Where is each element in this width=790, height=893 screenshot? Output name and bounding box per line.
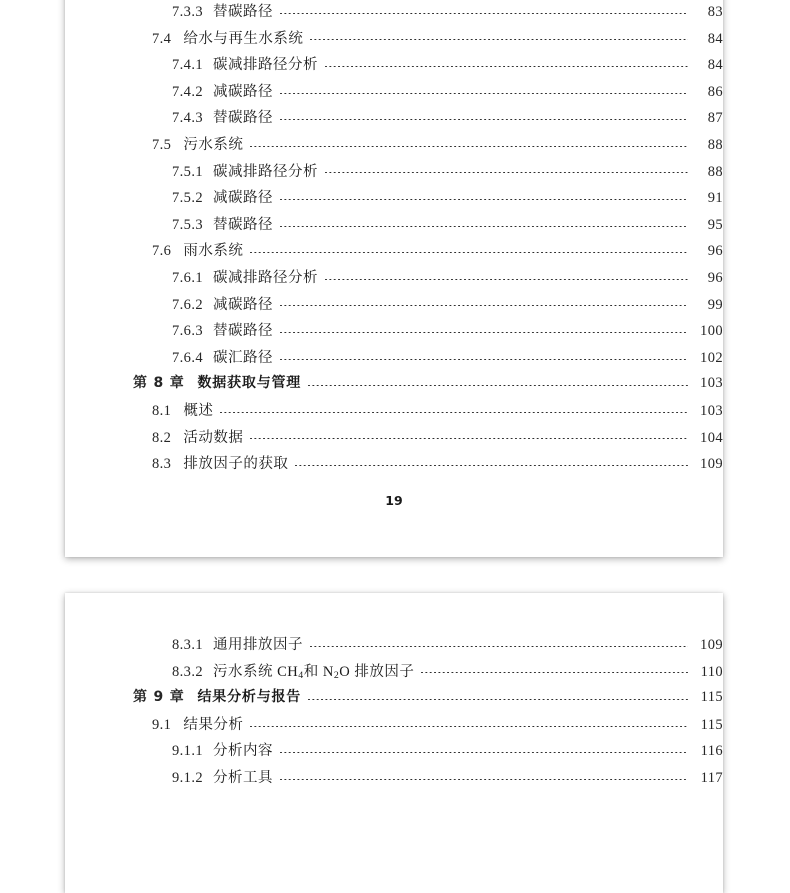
- toc-dot-leader: [280, 226, 688, 227]
- toc-entry-page-number: 116: [700, 743, 723, 760]
- toc-entry-title: 碳减排路径分析: [213, 57, 318, 74]
- toc-dot-leader: [308, 385, 688, 386]
- toc-entry-title: 减碳路径: [213, 83, 273, 100]
- toc-entry-number: 7.6.1: [172, 269, 203, 286]
- toc-entry-number: 8.1: [152, 402, 172, 419]
- toc-entry-number: 7.4: [152, 30, 172, 47]
- toc-entry[interactable]: [65, 713, 723, 740]
- toc-entry[interactable]: [65, 399, 723, 426]
- toc-entry-title: 雨水系统: [183, 243, 244, 260]
- toc-dot-leader: [250, 438, 688, 439]
- toc-list-page-2: [65, 633, 723, 793]
- toc-entry[interactable]: [65, 686, 723, 713]
- toc-entry-page-number: 87: [707, 110, 723, 127]
- toc-dot-leader: [280, 199, 688, 200]
- toc-entry-title: 碳减排路径分析: [213, 163, 318, 180]
- toc-entry[interactable]: [65, 53, 723, 80]
- toc-dot-leader: [295, 465, 688, 466]
- toc-dot-leader: [280, 305, 688, 306]
- toc-dot-leader: [280, 332, 688, 333]
- toc-entry-page-number: 100: [700, 323, 723, 340]
- toc-entry[interactable]: [65, 0, 723, 27]
- toc-entry[interactable]: [65, 213, 723, 240]
- toc-entry-number: 7.6.4: [172, 349, 203, 366]
- toc-entry-page-number: 86: [707, 83, 723, 100]
- toc-entry-number: 8.2: [152, 429, 172, 446]
- toc-dot-leader: [308, 699, 688, 700]
- toc-entry-number: 7.4.3: [172, 110, 203, 127]
- toc-entry-number: 7.5.3: [172, 216, 203, 233]
- toc-entry-number: 7.5: [152, 136, 172, 153]
- toc-entry[interactable]: [65, 633, 723, 660]
- toc-dot-leader: [310, 646, 688, 647]
- toc-entry-page-number: 84: [707, 57, 723, 74]
- toc-entry[interactable]: [65, 766, 723, 793]
- toc-entry-number: 7.6: [152, 243, 172, 260]
- toc-entry-page-number: 103: [700, 402, 723, 419]
- toc-list-page-1: [65, 0, 723, 479]
- toc-dot-leader: [250, 726, 688, 727]
- toc-entry-page-number: 110: [700, 663, 723, 680]
- toc-entry[interactable]: [65, 319, 723, 346]
- toc-entry-page-number: 115: [700, 716, 723, 733]
- toc-entry-number: 8.3.1: [172, 637, 203, 653]
- document-page-2: [65, 593, 723, 893]
- toc-entry-number: 8.3: [152, 456, 172, 473]
- toc-entry-title: 排放因子的获取: [183, 456, 289, 473]
- toc-dot-leader: [280, 779, 688, 780]
- toc-entry-page-number: 84: [707, 30, 723, 47]
- toc-entry-title: 通用排放因子: [213, 637, 303, 653]
- toc-entry-page-number: 88: [707, 136, 723, 153]
- toc-entry[interactable]: [65, 186, 723, 213]
- toc-entry-title: 数据获取与管理: [197, 375, 302, 392]
- toc-dot-leader: [280, 359, 688, 360]
- toc-entry-page-number: 88: [707, 163, 723, 180]
- toc-entry[interactable]: [65, 239, 723, 266]
- toc-entry-page-number: 117: [700, 769, 723, 786]
- toc-entry[interactable]: [65, 452, 723, 479]
- toc-entry-title: 碳减排路径分析: [213, 269, 318, 286]
- toc-entry[interactable]: [65, 372, 723, 399]
- toc-entry-number: 7.3.3: [172, 4, 203, 20]
- toc-entry-title: 减碳路径: [213, 190, 273, 207]
- toc-entry-number: 9.1.2: [172, 769, 203, 786]
- toc-entry-title: 碳汇路径: [213, 349, 273, 366]
- toc-entry-number: 7.5.2: [172, 190, 203, 207]
- toc-entry-page-number: 99: [707, 296, 723, 313]
- toc-entry[interactable]: [65, 426, 723, 453]
- toc-entry[interactable]: [65, 660, 723, 687]
- toc-entry[interactable]: [65, 293, 723, 320]
- toc-entry[interactable]: [65, 80, 723, 107]
- toc-entry-page-number: 102: [700, 349, 723, 366]
- toc-dot-leader: [280, 13, 688, 14]
- toc-dot-leader: [250, 146, 688, 147]
- toc-entry-page-number: 95: [707, 216, 723, 233]
- toc-entry-title: 污水系统 $CH_4$和 $N_2O$ 排放因子: [213, 663, 415, 681]
- toc-entry-number: 7.4.2: [172, 83, 203, 100]
- toc-dot-leader: [325, 66, 688, 67]
- toc-entry-title: 替碳路径: [213, 4, 273, 20]
- toc-entry-number: 9.1: [152, 716, 172, 733]
- toc-entry-number: 7.4.1: [172, 57, 203, 74]
- toc-entry[interactable]: [65, 266, 723, 293]
- toc-entry-number: 第 9 章: [133, 689, 185, 706]
- toc-entry-page-number: 96: [707, 243, 723, 260]
- toc-entry-page-number: 115: [700, 689, 723, 706]
- toc-dot-leader: [325, 279, 688, 280]
- toc-dot-leader: [250, 252, 688, 253]
- toc-dot-leader: [280, 119, 688, 120]
- toc-dot-leader: [280, 752, 688, 753]
- toc-entry[interactable]: [65, 106, 723, 133]
- toc-entry-title: 分析内容: [213, 743, 273, 760]
- toc-entry[interactable]: [65, 346, 723, 373]
- toc-entry-number: 7.6.2: [172, 296, 203, 313]
- toc-entry-title: 减碳路径: [213, 296, 273, 313]
- toc-entry-title: 结果分析: [183, 716, 244, 733]
- toc-entry-page-number: 109: [700, 637, 723, 653]
- toc-entry[interactable]: [65, 160, 723, 187]
- toc-entry-title: 替碳路径: [213, 216, 273, 233]
- toc-entry-title: 替碳路径: [213, 110, 273, 127]
- toc-dot-leader: [325, 172, 688, 173]
- toc-entry-number: 7.6.3: [172, 323, 203, 340]
- toc-entry-title: 结果分析与报告: [197, 689, 302, 706]
- toc-entry-page-number: 104: [700, 429, 723, 446]
- document-page-1: [65, 0, 723, 557]
- toc-entry-title: 分析工具: [213, 769, 273, 786]
- toc-dot-leader: [421, 672, 688, 673]
- toc-entry-number: 8.3.2: [172, 663, 203, 680]
- toc-entry[interactable]: [65, 133, 723, 160]
- page-folio-number: 19: [385, 492, 403, 508]
- toc-dot-leader: [220, 412, 688, 413]
- toc-entry[interactable]: [65, 27, 723, 54]
- toc-entry[interactable]: [65, 739, 723, 766]
- toc-entry-page-number: 103: [700, 375, 723, 392]
- toc-entry-title: 替碳路径: [213, 323, 273, 340]
- toc-entry-number: 7.5.1: [172, 163, 203, 180]
- toc-entry-title: 污水系统: [183, 136, 244, 153]
- toc-dot-leader: [310, 39, 688, 40]
- toc-entry-title: 给水与再生水系统: [183, 30, 304, 47]
- toc-entry-page-number: 91: [707, 190, 723, 207]
- toc-entry-title: 概述: [183, 402, 214, 419]
- toc-entry-title: 活动数据: [183, 429, 244, 446]
- toc-entry-page-number: 96: [707, 269, 723, 286]
- toc-entry-page-number: 109: [700, 456, 723, 473]
- toc-dot-leader: [280, 93, 688, 94]
- toc-entry-number: 9.1.1: [172, 743, 203, 760]
- toc-entry-page-number: 83: [707, 4, 723, 20]
- toc-entry-number: 第 8 章: [133, 375, 185, 392]
